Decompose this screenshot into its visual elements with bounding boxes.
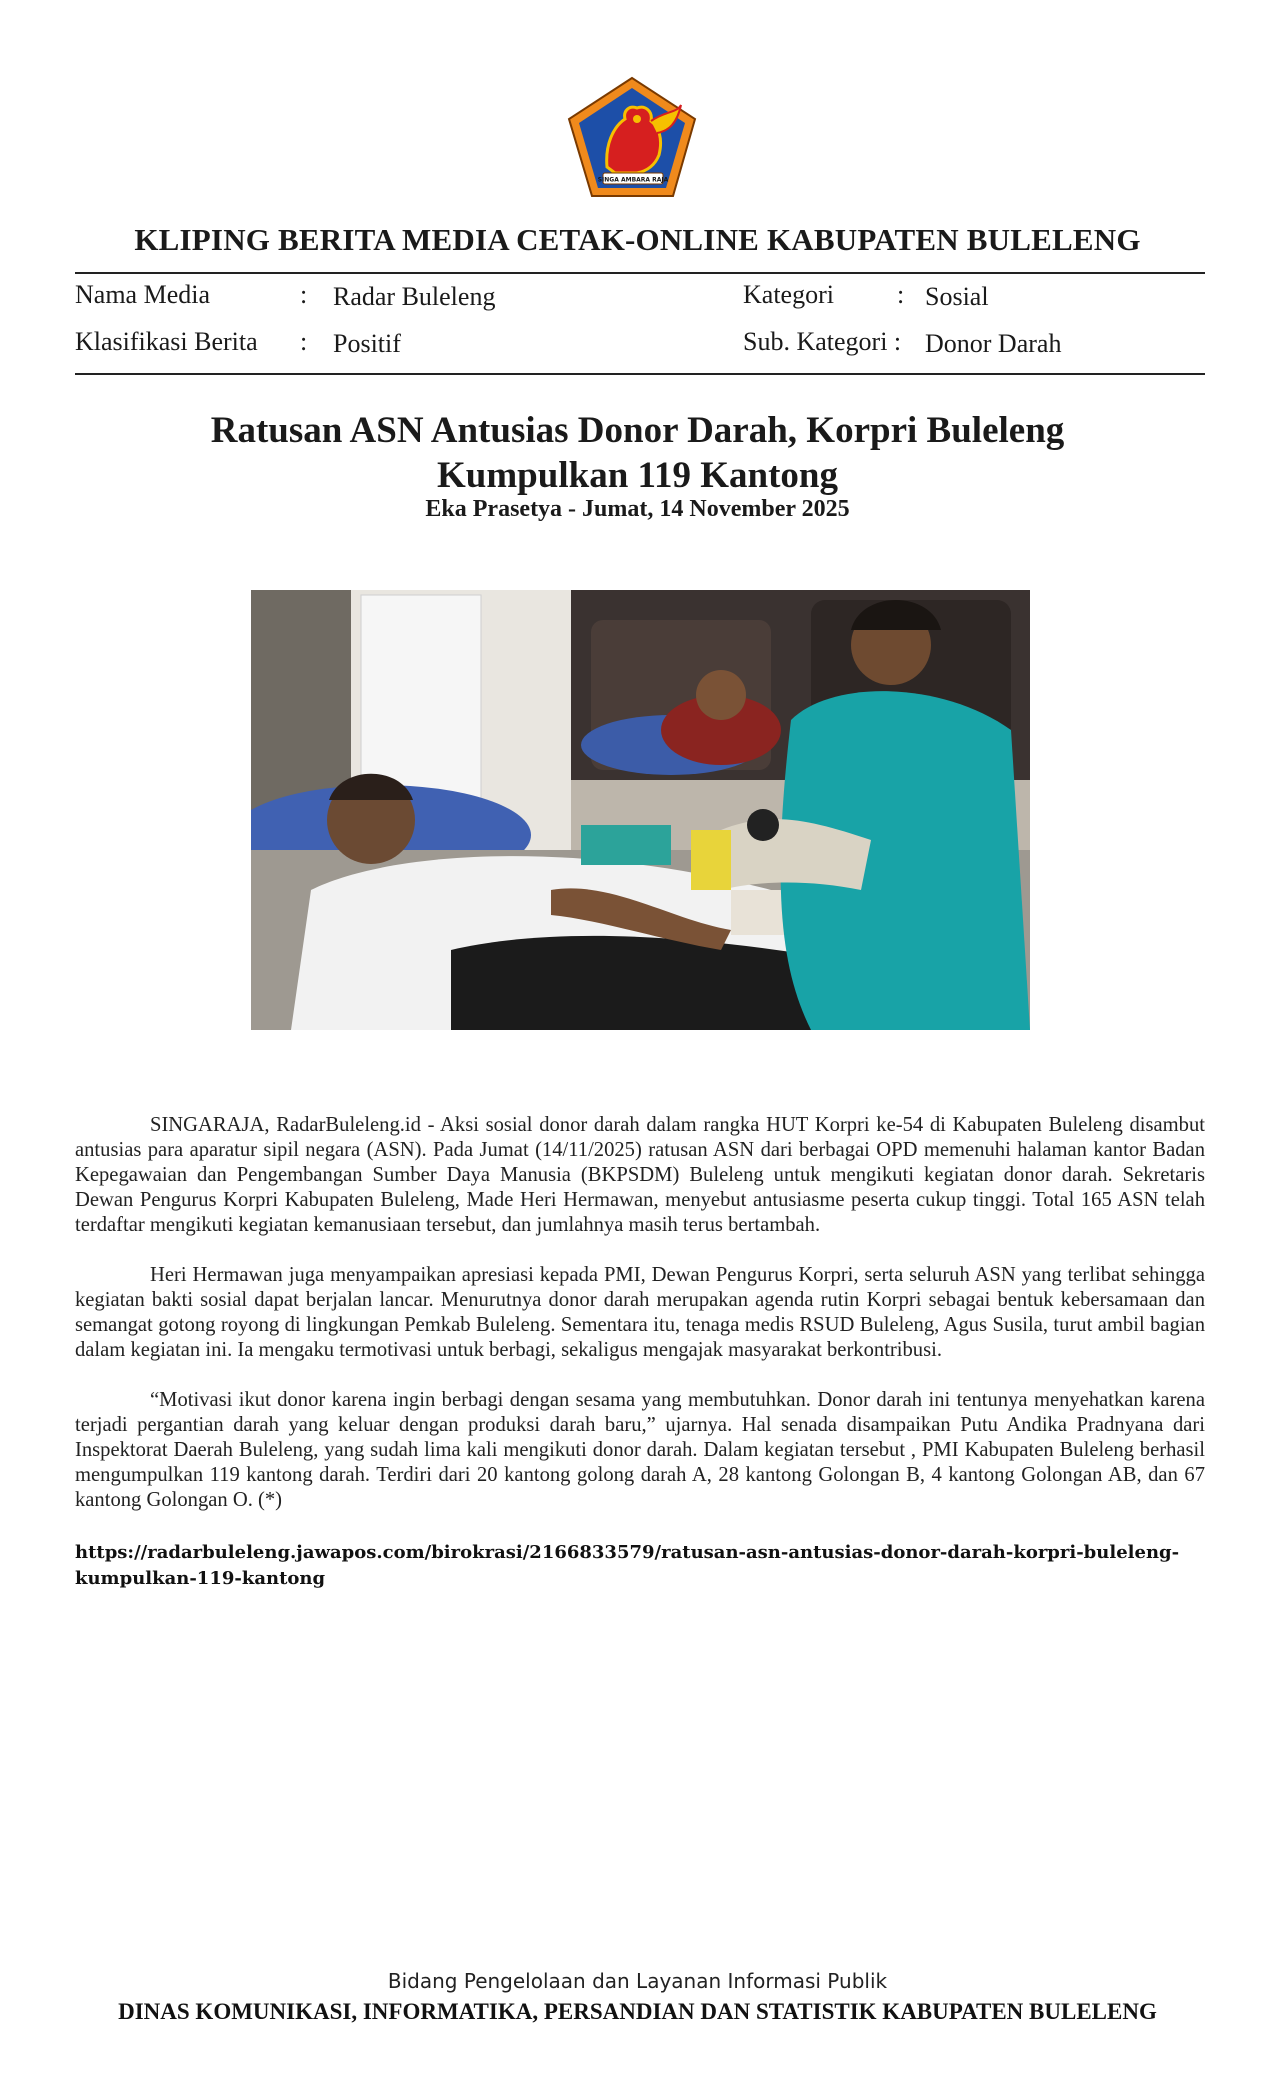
article-paragraph-2: Heri Hermawan juga menyampaikan apresiasi kepada PMI, Dewan Pengurus Korpri, serta seluruh ASN yang terlibat sehingga kegiatan bakti sosial dapat berjalan lancar. Menurutnya donor darah merupakan agenda rutin Korpri sebagai bentuk kebersamaan dan semangat gotong royong di lingkungan Pemkab Buleleng. Sementara itu, tenaga medis RSUD Buleleng, Agus Susila, turut ambil bagian dalam kegiatan ini. Ia mengaku termotivasi untuk berbagi, sekaligus mengajak masyarakat berkontribusi. — [75, 1264, 1205, 1361]
header-divider-bottom — [75, 373, 1205, 375]
header-divider-top — [75, 272, 1205, 274]
article-paragraph-1: SINGARAJA, RadarBuleleng.id - Aksi sosial donor darah dalam rangka HUT Korpri ke-54 di Kabupaten Buleleng disambut antusias para aparatur sipil negara (ASN). Pada Jumat (14/11/2025) ratusan ASN dari berbagai OPD memenuhi halaman kantor Badan Kepegawaian dan Pengembangan Sumber Daya Manusia (BKPSDM) Buleleng untuk mengikuti kegiatan donor darah. Sekretaris Dewan Pengurus Korpri Kabupaten Buleleng, Made Heri Hermawan, menyebut antusiasme peserta cukup tinggi. Total 165 ASN telah terdaftar mengikuti kegiatan kemanusiaan tersebut, dan jumlahnya masih terus bertambah. — [75, 1114, 1205, 1236]
article-body — [75, 1113, 1205, 1538]
nama-media-colon: : — [300, 280, 308, 309]
sub-kategori-label: Sub. Kategori : — [743, 327, 902, 356]
source-url-link[interactable]: https://radarbuleleng.jawapos.com/birokrasi/2166833579/ratusan-asn-antusias-donor-darah-korpri-buleleng-kumpulkan-119-kantong — [75, 1542, 1180, 1589]
klasifikasi-colon: : — [300, 327, 308, 356]
emblem-motto-text: SINGA AMBARA RAJA — [597, 176, 669, 184]
sub-kategori-value: Donor Darah — [925, 329, 1062, 358]
kategori-label: Kategori — [743, 280, 834, 309]
nama-media-label: Nama Media — [75, 280, 211, 309]
nama-media-value: Radar Buleleng — [333, 282, 496, 311]
article-headline — [75, 408, 1200, 498]
blood-donation-photo-icon — [251, 590, 1030, 1030]
footer-division: Bidang Pengelolaan dan Layanan Informasi Publik — [387, 1969, 888, 1993]
document-title: KLIPING BERITA MEDIA CETAK-ONLINE KABUPATEN BULELENG — [134, 222, 1141, 257]
klasifikasi-value: Positif — [333, 329, 401, 358]
article-byline: Eka Prasetya - Jumat, 14 November 2025 — [425, 496, 850, 522]
footer-agency: DINAS KOMUNIKASI, INFORMATIKA, PERSANDIAN DAN STATISTIK KABUPATEN BULELENG — [118, 1999, 1157, 2024]
klasifikasi-label: Klasifikasi Berita — [75, 327, 258, 356]
singa-ambara-raja-emblem-icon — [565, 75, 700, 200]
article-paragraph-3: “Motivasi ikut donor karena ingin berbagi dengan sesama yang membutuhkan. Donor darah ini tentunya menyehatkan karena terjadi pergantian darah yang keluar dengan produksi darah baru,” ujarnya. Hal senada disampaikan Putu Andika Pradnyana dari Inspektorat Daerah Buleleng, yang sudah lima kali mengikuti donor darah. Dalam kegiatan tersebut , PMI Kabupaten Buleleng berhasil mengumpulkan 119 kantong darah. Terdiri dari 20 kantong golong darah A, 28 kantong Golongan B, 4 kantong Golongan AB, dan 67 kantong Golongan O. (*) — [75, 1389, 1205, 1511]
kategori-colon: : — [897, 280, 905, 309]
kategori-value: Sosial — [925, 282, 989, 311]
headline-line-2: Kumpulkan 119 Kantong — [437, 455, 838, 496]
headline-line-1: Ratusan ASN Antusias Donor Darah, Korpri Buleleng — [210, 410, 1065, 451]
